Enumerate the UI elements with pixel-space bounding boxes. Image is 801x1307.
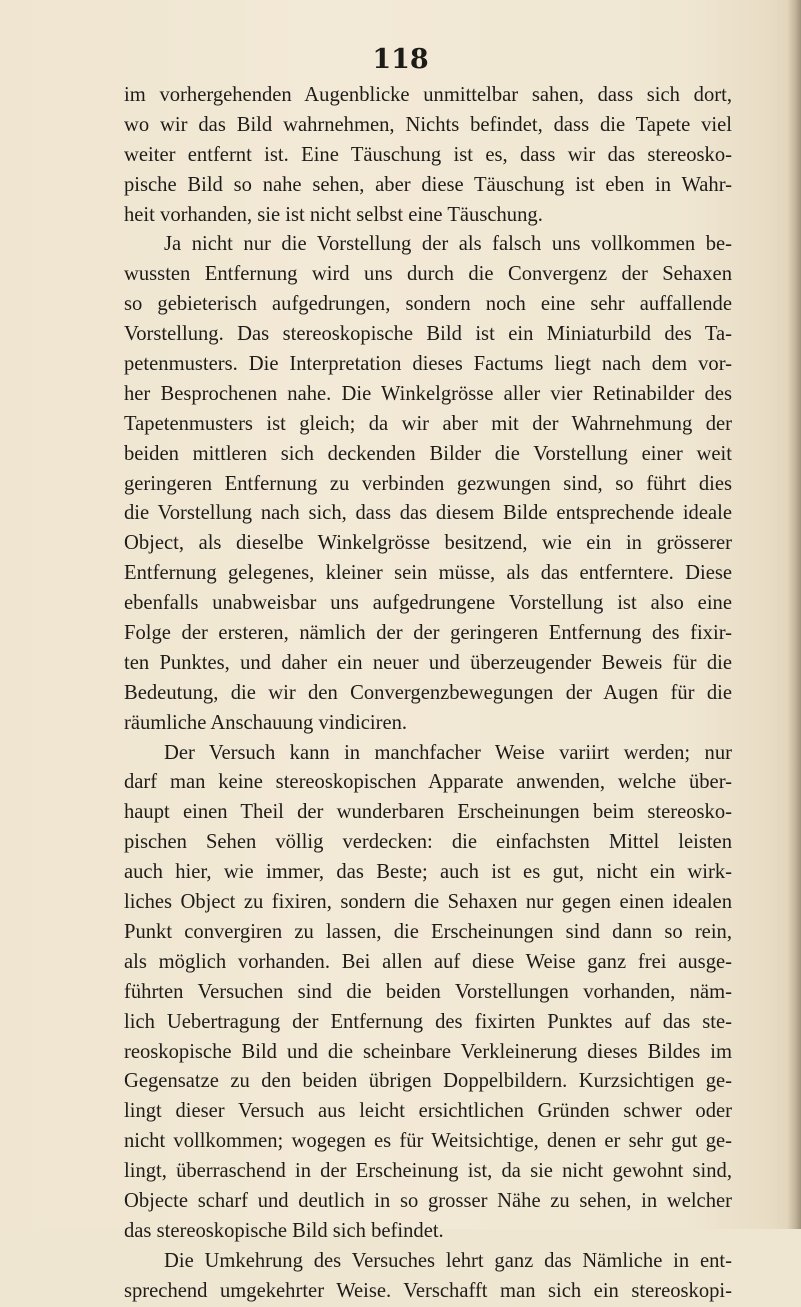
text-line: reoskopische Bild und die scheinbare Verkleinerung dieses Bildes im [124, 1040, 732, 1063]
text-line: so gebieterisch aufgedrungen, sondern noch eine sehr auffallende [124, 293, 732, 316]
text-line: wo wir das Bild wahrnehmen, Nichts befindet, dass die Tapete viel [124, 113, 732, 136]
text-line: im vorhergehenden Augenblicke unmittelbar sahen, dass sich dort, [124, 84, 732, 106]
text-line: Folge der ersteren, nämlich der der geringeren Entfernung des fixir- [124, 622, 732, 645]
text-line: räumliche Anschauung vindiciren. [124, 711, 408, 734]
text-line: Gegensatze zu den beiden übrigen Doppelbildern. Kurzsichtigen ge- [124, 1070, 732, 1093]
text-line: führten Versuchen sind die beiden Vorstellungen vorhanden, näm- [124, 980, 732, 1003]
text-line: sprechend umgekehrter Weise. Verschafft man sich ein stereoskopi- [124, 1279, 732, 1302]
text-line: wussten Entfernung wird uns durch die Convergenz der Sehaxen [124, 263, 732, 286]
text-line: beiden mittleren sich deckenden Bilder die Vorstellung einer weit [124, 442, 732, 465]
text-line: auch hier, wie immer, das Beste; auch ist es gut, nicht ein wirk- [124, 861, 732, 884]
text-line: Vorstellung. Das stereoskopische Bild ist ein Miniaturbild des Ta- [124, 323, 732, 346]
text-line: Der Versuch kann in manchfacher Weise variirt werden; nur [164, 741, 732, 764]
text-line: lingt, überraschend in der Erscheinung ist, da sie nicht gewohnt sind, [124, 1160, 732, 1183]
text-line: petenmusters. Die Interpretation dieses Factums liegt nach dem vor- [124, 353, 732, 376]
text-line: Entfernung gelegenes, kleiner sein müsse, als das entferntere. Diese [124, 562, 732, 585]
text-line: Bedeutung, die wir den Convergenzbewegungen der Augen für die [124, 681, 732, 704]
text-line: nicht vollkommen; wogegen es für Weitsichtige, denen er sehr gut ge- [124, 1130, 732, 1153]
text-line: Objecte scharf und deutlich in so grosser Nähe zu sehen, in welcher [124, 1189, 732, 1212]
body-text [124, 81, 732, 1307]
text-line: Punkt convergiren zu lassen, die Erscheinungen sind dann so rein, [124, 920, 732, 943]
page-edge-shadow [787, 0, 801, 1229]
text-line: Die Umkehrung des Versuches lehrt ganz das Nämliche in ent- [164, 1249, 732, 1272]
text-line: pischen Sehen völlig verdecken: die einfachsten Mittel leisten [124, 831, 732, 854]
text-line: haupt einen Theil der wunderbaren Erscheinungen beim stereosko- [124, 801, 732, 824]
text-line: lich Uebertragung der Entfernung des fixirten Punktes auf das ste- [124, 1010, 732, 1033]
text-line: Ja nicht nur die Vorstellung der als falsch uns vollkommen be- [164, 233, 732, 256]
text-line: die Vorstellung nach sich, dass das diesem Bilde entsprechende ideale [124, 502, 732, 525]
text-line: lingt dieser Versuch aus leicht ersichtlichen Gründen schwer oder [124, 1100, 732, 1123]
text-line: her Besprochenen nahe. Die Winkelgrösse aller vier Retinabilder des [124, 382, 732, 405]
text-line: als möglich vorhanden. Bei allen auf diese Weise ganz frei ausge- [124, 950, 732, 973]
page-number: 118 [372, 44, 429, 75]
text-line: Tapetenmusters ist gleich; da wir aber mit der Wahrnehmung der [124, 412, 732, 435]
text-line: ebenfalls unabweisbar uns aufgedrungene Vorstellung ist also eine [124, 592, 732, 615]
text-line: geringeren Entfernung zu verbinden gezwungen sind, so führt dies [124, 472, 732, 495]
text-line: das stereoskopische Bild sich befindet. [124, 1219, 444, 1242]
text-line: darf man keine stereoskopischen Apparate anwenden, welche über- [124, 771, 732, 794]
text-line: ten Punktes, und daher ein neuer und überzeugender Beweis für die [124, 651, 732, 674]
text-line: weiter entfernt ist. Eine Täuschung ist es, dass wir das stereosko- [124, 143, 732, 166]
text-line: heit vorhanden, sie ist nicht selbst eine Täuschung. [124, 203, 543, 226]
text-line: pische Bild so nahe sehen, aber diese Täuschung ist eben in Wahr- [124, 173, 732, 196]
text-line: liches Object zu fixiren, sondern die Sehaxen nur gegen einen idealen [124, 891, 732, 914]
text-line: Object, als dieselbe Winkelgrösse besitzend, wie ein in grösserer [124, 532, 732, 555]
